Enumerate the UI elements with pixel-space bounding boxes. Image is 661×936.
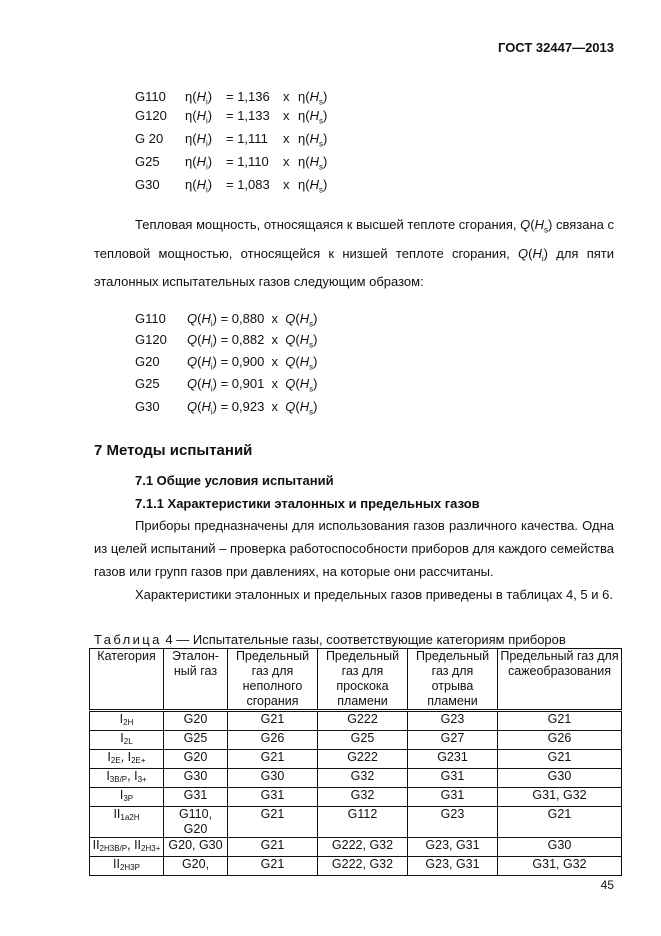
- category-cell: $II_{1a2H}$: [90, 807, 164, 838]
- gas-cell: G21: [228, 711, 318, 731]
- table-row: [90, 711, 622, 731]
- gas-cell: G21: [228, 750, 318, 769]
- header-incomplete-combustion: Предельный газ для неполного сгорания: [228, 649, 318, 711]
- table-row: [90, 731, 622, 750]
- formula-times: x: [283, 154, 290, 169]
- gas-cell: G21: [498, 750, 622, 769]
- paragraph-purpose-text: Приборы предназначены для использования газов различного качества. Одна из целей испытаний – проверка работоспособности приборов для каждого семейства газов или групп газов при давлениях, на которые они рассчитаны.: [94, 518, 614, 579]
- formula-expression: $Q(H_i) = 0,880$ x $Q(H_s)$: [187, 311, 318, 329]
- gas-label: G25: [135, 376, 160, 391]
- header-reference-gas: Эталон-ный газ: [164, 649, 228, 711]
- category-cell: $I_{2H}$: [90, 711, 164, 731]
- formula-right: $\eta(H_s)$: [298, 154, 328, 172]
- gas-cell: G222: [318, 711, 408, 731]
- gas-cell: G30: [498, 838, 622, 857]
- gas-cell: G31, G32: [498, 857, 622, 876]
- gas-cell: G31: [408, 788, 498, 807]
- gas-cell: G23, G31: [408, 857, 498, 876]
- subsection-title: 7.1 Общие условия испытаний: [135, 473, 334, 488]
- category-cell: $I_{3B/P}$, $I_{3+}$: [90, 769, 164, 788]
- gas-cell: G30: [228, 769, 318, 788]
- gas-cell: G23: [408, 711, 498, 731]
- formula-times: x: [283, 89, 290, 104]
- formula-expression: $Q(H_i) = 0,900$ x $Q(H_s)$: [187, 354, 318, 372]
- category-cell: $I_{3P}$: [90, 788, 164, 807]
- formula-coefficient: = 1,111: [226, 131, 268, 146]
- gas-cell: G222: [318, 750, 408, 769]
- gas-cell: G21: [228, 857, 318, 876]
- table-caption-text: 4 — Испытательные газы, соответствующие категориям приборов: [161, 632, 566, 647]
- paragraph-purpose: [94, 514, 614, 583]
- table-caption: [94, 632, 566, 647]
- gas-cell: G25: [318, 731, 408, 750]
- gas-label: G25: [135, 154, 160, 169]
- table-header-row: [90, 649, 622, 711]
- gas-cell: G112: [318, 807, 408, 838]
- gas-cell: G20, G30: [164, 838, 228, 857]
- gas-cell: G31, G32: [498, 788, 622, 807]
- gas-cell: G20: [164, 711, 228, 731]
- gas-label: G110: [135, 89, 166, 104]
- formula-coefficient: = 1,083: [226, 177, 270, 192]
- table-row: [90, 857, 622, 876]
- category-cell: $II_{2H3P}$: [90, 857, 164, 876]
- gas-cell: G32: [318, 788, 408, 807]
- gas-cell: G21: [228, 838, 318, 857]
- formula-left: $\eta(H_i)$: [185, 131, 213, 149]
- section-title: 7 Методы испытаний: [94, 442, 253, 459]
- gas-label: G 20: [135, 131, 164, 146]
- formula-right: $\eta(H_s)$: [298, 89, 328, 107]
- header-category: Категория: [90, 649, 164, 711]
- formula-coefficient: = 1,110: [226, 154, 269, 169]
- header-flame-lift: Предельный газ для отрыва пламени: [408, 649, 498, 711]
- formula-left: $\eta(H_i)$: [185, 177, 213, 195]
- gas-cell: G231: [408, 750, 498, 769]
- gas-cell: G26: [228, 731, 318, 750]
- gas-label: G120: [135, 108, 167, 123]
- paragraph-heat-output-text: Тепловая мощность, относящаяся к высшей теплоте сгорания, $Q(H_s)$ связана с тепловой мощностью, относящейся к низшей теплоте сгорания, $Q(H_i)$ для пяти эталонных испытательных газов следующим образом:: [94, 217, 615, 290]
- gas-cell: G32: [318, 769, 408, 788]
- document-header: ГОСТ 32447—2013: [498, 40, 614, 55]
- gas-label: G110: [135, 311, 166, 326]
- gas-cell: G30: [498, 769, 622, 788]
- table-row: [90, 838, 622, 857]
- gas-cell: G31: [408, 769, 498, 788]
- header-light-back: Предельный газ для проскока пламени: [318, 649, 408, 711]
- gas-cell: G31: [164, 788, 228, 807]
- formula-coefficient: = 1,136: [226, 89, 270, 104]
- gas-cell: G110, G20: [164, 807, 228, 838]
- gas-cell: G23: [408, 807, 498, 838]
- gas-cell: G30: [164, 769, 228, 788]
- gas-cell: G21: [228, 807, 318, 838]
- formula-times: x: [283, 177, 290, 192]
- gas-cell: G31: [228, 788, 318, 807]
- formula-left: $\eta(H_i)$: [185, 154, 213, 172]
- page-number: 45: [600, 878, 614, 892]
- table-row: [90, 788, 622, 807]
- gas-cell: G23, G31: [408, 838, 498, 857]
- gas-label: G30: [135, 177, 160, 192]
- formula-expression: $Q(H_i) = 0,923$ x $Q(H_s)$: [187, 399, 318, 417]
- gas-cell: G222, G32: [318, 857, 408, 876]
- formula-coefficient: = 1,133: [226, 108, 270, 123]
- gas-cell: G222, G32: [318, 838, 408, 857]
- header-sooting: Предельный газ для сажеобразования: [498, 649, 622, 711]
- formula-left: $\eta(H_i)$: [185, 108, 213, 126]
- gas-label: G20: [135, 354, 160, 369]
- paragraph-heat-output: [94, 213, 614, 293]
- formula-right: $\eta(H_s)$: [298, 108, 328, 126]
- formula-right: $\eta(H_s)$: [298, 177, 328, 195]
- category-cell: $I_{2E}$, $I_{2E+}$: [90, 750, 164, 769]
- category-cell: $II_{2H3B/P}$, $II_{2H3+}$: [90, 838, 164, 857]
- test-gases-table: [89, 648, 622, 876]
- paragraph-table-reference-text: Характеристики эталонных и предельных газов приведены в таблицах 4, 5 и 6.: [135, 587, 613, 602]
- gas-cell: G26: [498, 731, 622, 750]
- table-row: [90, 750, 622, 769]
- gas-cell: G21: [498, 807, 622, 838]
- table-caption-word: Таблица: [94, 632, 162, 647]
- formula-expression: $Q(H_i) = 0,882$ x $Q(H_s)$: [187, 332, 318, 350]
- gas-cell: G25: [164, 731, 228, 750]
- formula-times: x: [283, 131, 290, 146]
- table-row: [90, 769, 622, 788]
- paragraph-table-reference: [94, 583, 614, 606]
- formula-left: $\eta(H_i)$: [185, 89, 213, 107]
- gas-label: G120: [135, 332, 167, 347]
- subsubsection-title: 7.1.1 Характеристики эталонных и предельных газов: [135, 496, 480, 511]
- gas-cell: G20,: [164, 857, 228, 876]
- gas-cell: G20: [164, 750, 228, 769]
- gas-cell: G27: [408, 731, 498, 750]
- formula-right: $\eta(H_s)$: [298, 131, 328, 149]
- table-row: [90, 807, 622, 838]
- gas-label: G30: [135, 399, 160, 414]
- gas-cell: G21: [498, 711, 622, 731]
- formula-expression: $Q(H_i) = 0,901$ x $Q(H_s)$: [187, 376, 318, 394]
- category-cell: $I_{2L}$: [90, 731, 164, 750]
- formula-times: x: [283, 108, 290, 123]
